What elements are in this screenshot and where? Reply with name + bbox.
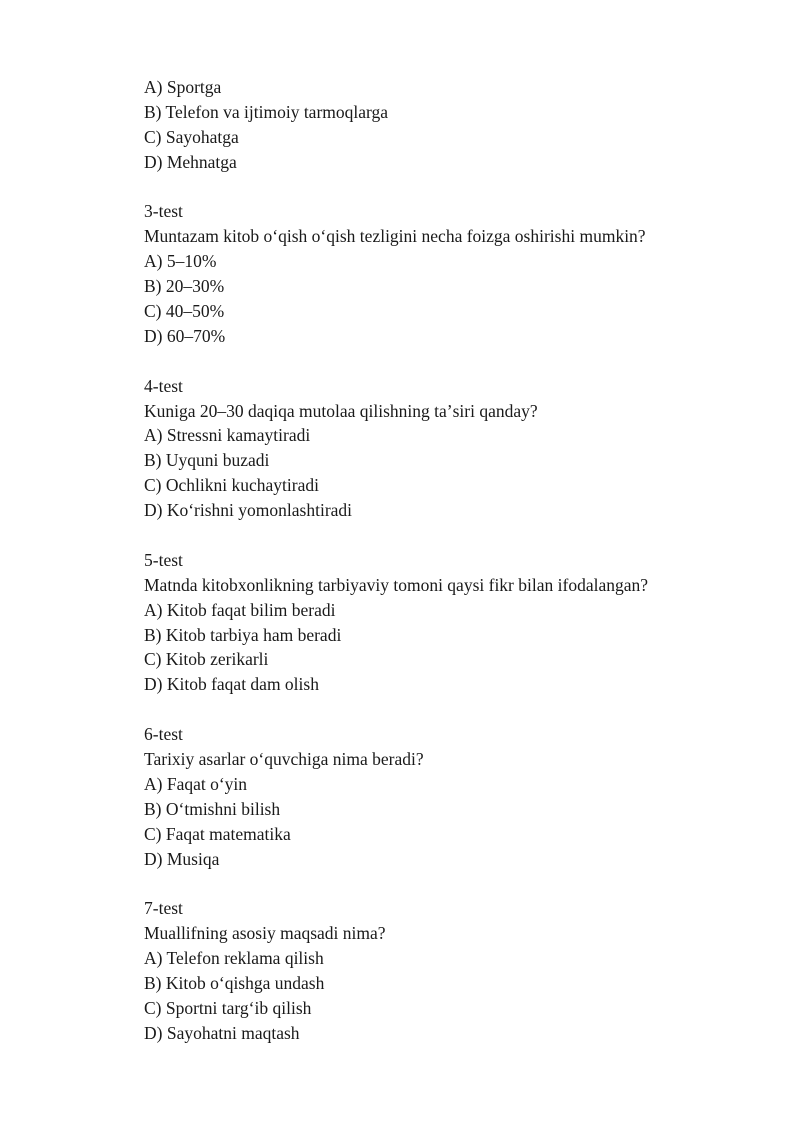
question-text: Tarixiy asarlar oʻquvchiga nima beradi? (144, 749, 424, 770)
spacer (144, 872, 744, 897)
option-c: C) Sportni targʻib qilish (144, 997, 312, 1018)
question-text: Muallifning asosiy maqsadi nima? (144, 923, 386, 944)
option-c: C) Ochlikni kuchaytiradi (144, 475, 319, 496)
option-d: D) Sayohatni maqtash (144, 1022, 300, 1043)
option-a: A) Kitob faqat bilim beradi (144, 599, 336, 620)
option-d: D) Musiqa (144, 848, 220, 869)
option-a: A) Stressni kamaytiradi (144, 425, 311, 446)
question-5-block (144, 548, 744, 697)
option-d: D) 60–70% (144, 325, 226, 346)
option-b: B) Oʻtmishni bilish (144, 798, 281, 819)
question-header: 3-test (144, 201, 183, 222)
question-header: 5-test (144, 549, 183, 570)
spacer (144, 175, 744, 200)
option-b: B) Uyquni buzadi (144, 450, 270, 471)
option-b: B) 20–30% (144, 276, 225, 297)
option-a: A) Telefon reklama qilish (144, 948, 324, 969)
option-a: A) 5–10% (144, 251, 217, 272)
spacer (144, 523, 744, 548)
option-a: A) Sportga (144, 77, 222, 97)
question-7-block (144, 896, 744, 1045)
option-a: A) Faqat oʻyin (144, 773, 248, 794)
option-d: D) Mehnatga (144, 151, 237, 172)
option-d: D) Koʻrishni yomonlashtiradi (144, 500, 353, 521)
document-page (144, 75, 744, 1046)
question-text: Muntazam kitob oʻqish oʻqish tezligini necha foizga oshirishi mumkin? (144, 226, 646, 247)
question-6-block (144, 722, 744, 871)
question-header: 4-test (144, 375, 183, 396)
option-b: B) Kitob oʻqishga undash (144, 973, 325, 994)
option-c: C) Kitob zerikarli (144, 649, 269, 670)
spacer (144, 349, 744, 374)
question-text: Matnda kitobxonlikning tarbiyaviy tomoni qaysi fikr bilan ifodalangan? (144, 574, 648, 595)
option-b: B) Kitob tarbiya ham beradi (144, 624, 342, 645)
option-c: C) 40–50% (144, 301, 225, 322)
option-c: C) Sayohatga (144, 126, 239, 147)
question-header: 7-test (144, 898, 183, 919)
option-c: C) Faqat matematika (144, 823, 291, 844)
question-header: 6-test (144, 724, 183, 745)
question-3-block (144, 199, 744, 348)
question-2-block (144, 75, 744, 175)
spacer (144, 697, 744, 722)
option-b: B) Telefon va ijtimoiy tarmoqlarga (144, 101, 389, 122)
option-d: D) Kitob faqat dam olish (144, 674, 319, 695)
question-text: Kuniga 20–30 daqiqa mutolaa qilishning taʼsiri qanday? (144, 400, 538, 421)
question-4-block (144, 374, 744, 523)
